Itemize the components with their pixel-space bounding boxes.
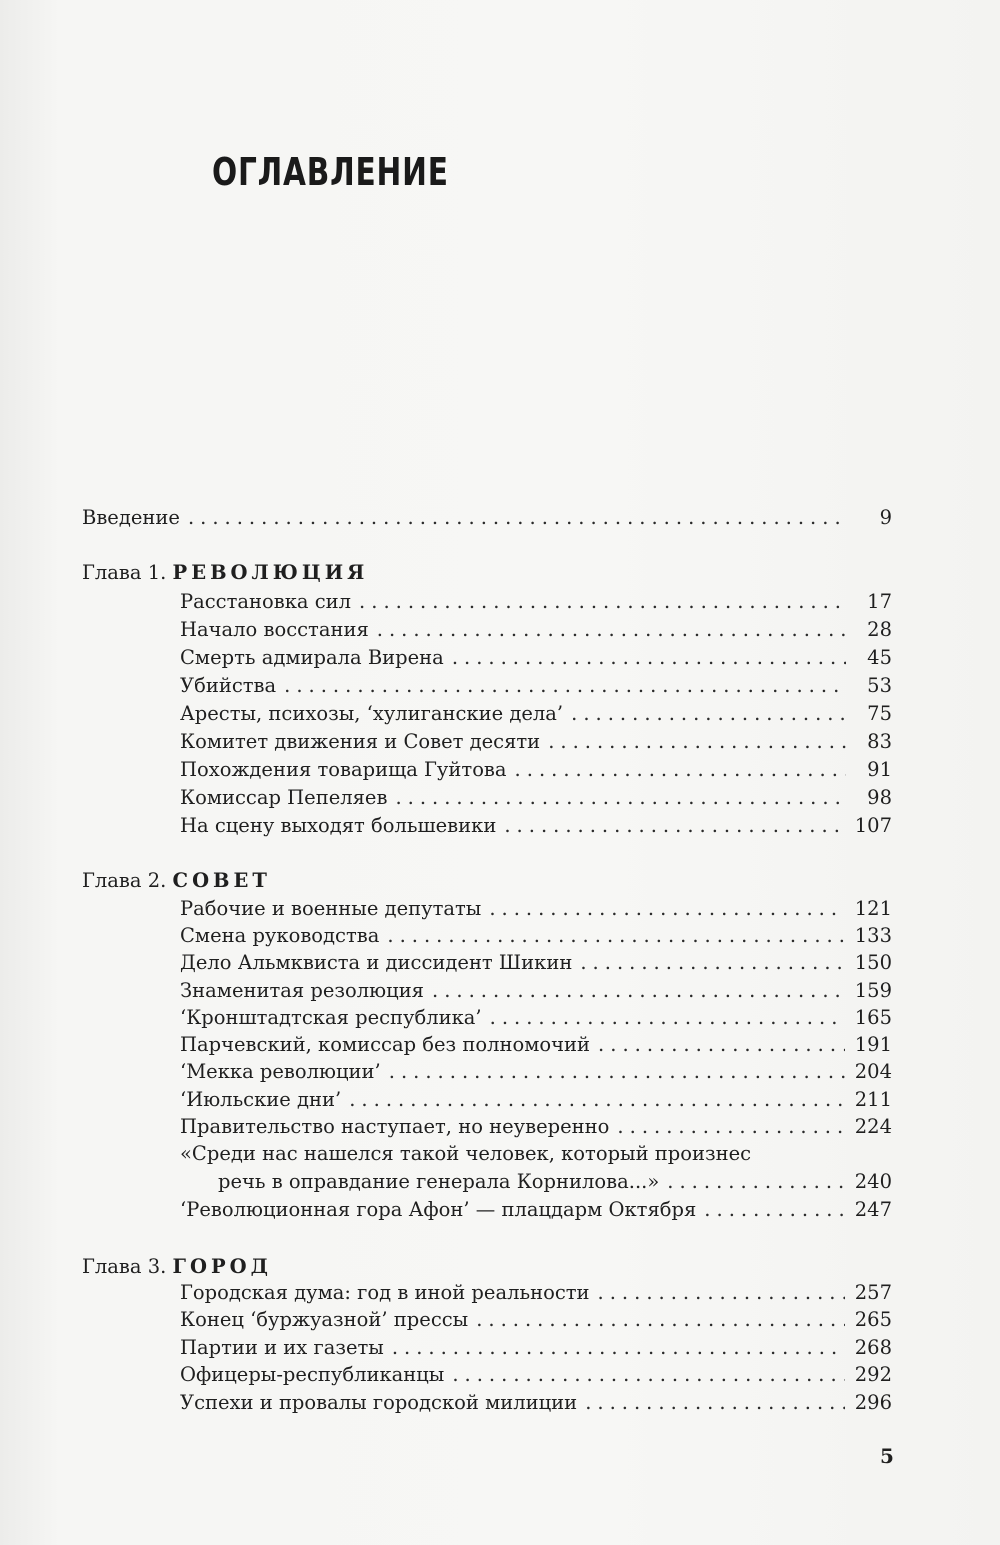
toc-page-number: 75 (867, 702, 892, 725)
dot-leader (359, 588, 846, 616)
toc-entry[interactable] (180, 1196, 892, 1224)
toc-entry-label-line1[interactable]: «Среди нас нашелся такой человек, который произнес (180, 1142, 752, 1165)
toc-page-number: 191 (854, 1033, 892, 1056)
dot-leader (571, 700, 846, 728)
toc-entry[interactable] (180, 812, 892, 840)
toc-entry-label: Успехи и провалы городской милиции (180, 1391, 578, 1414)
toc-entry[interactable] (180, 1389, 892, 1417)
toc-entry[interactable] (180, 1279, 892, 1307)
toc-page-number: 28 (867, 618, 892, 641)
toc-entry-label: Офицеры-республиканцы (180, 1363, 445, 1386)
toc-page-number: 265 (854, 1308, 892, 1331)
toc-entry-label: Рабочие и военные депутаты (180, 897, 482, 920)
dot-leader (389, 1058, 845, 1086)
chapter-name: СОВЕТ (172, 869, 271, 892)
toc-entry-label: Конец ‘буржуазной’ прессы (180, 1308, 469, 1331)
toc-entry-label: речь в оправдание генерала Корнилова...» (218, 1170, 660, 1193)
toc-entry-label: Городская дума: год в иной реальности (180, 1281, 590, 1304)
dot-leader (580, 949, 844, 977)
toc-entry-label: Дело Альмквиста и диссидент Шикин (180, 951, 573, 974)
dot-leader (387, 922, 844, 950)
toc-entry-label: ‘Мекка революции’ (180, 1060, 381, 1083)
toc-entry-label: ‘Революционная гора Афон’ — плацдарм Октября (180, 1198, 697, 1221)
dot-leader (395, 784, 846, 812)
toc-entry[interactable] (180, 700, 892, 728)
toc-entry[interactable] (180, 1031, 892, 1059)
toc-entry[interactable] (180, 728, 892, 756)
dot-leader (585, 1389, 845, 1417)
dot-leader (504, 812, 844, 840)
chapter-prefix: Глава 1. (82, 561, 167, 584)
dot-leader (598, 1279, 845, 1307)
toc-entry[interactable] (180, 895, 892, 923)
dot-leader (284, 672, 846, 700)
toc-entry-label: Начало восстания (180, 618, 369, 641)
toc-entry[interactable] (180, 922, 892, 950)
toc-page-number: 17 (867, 590, 892, 613)
dot-leader (515, 756, 846, 784)
toc-entry[interactable] (180, 1086, 892, 1114)
dot-leader (432, 977, 845, 1005)
toc-page-number: 247 (854, 1198, 892, 1221)
toc-page-number: 91 (867, 758, 892, 781)
toc-page-number: 257 (854, 1281, 892, 1304)
toc-entry-label: Введение (82, 506, 180, 529)
toc-entry-label: Аресты, психозы, ‘хулиганские дела’ (180, 702, 564, 725)
toc-entry[interactable] (218, 1168, 892, 1196)
chapter-prefix: Глава 2. (82, 869, 167, 892)
toc-page-number: 45 (867, 646, 892, 669)
toc-page-number: 204 (854, 1060, 892, 1083)
dot-leader (667, 1168, 844, 1196)
toc-page-number: 268 (854, 1336, 892, 1359)
toc-entry-label: Похождения товарища Гуйтова (180, 758, 507, 781)
toc-page-number: 9 (879, 506, 892, 529)
dot-leader (476, 1306, 845, 1334)
toc-entry-intro[interactable] (82, 504, 892, 532)
toc-page-number: 296 (854, 1391, 892, 1414)
toc-page-number: 98 (867, 786, 892, 809)
toc-page-number: 165 (854, 1006, 892, 1029)
toc-entry[interactable] (180, 616, 892, 644)
toc-entry-label: Комитет движения и Совет десяти (180, 730, 541, 753)
chapter-name: ГОРОД (172, 1255, 272, 1278)
toc-entry-label: Правительство наступает, но неуверенно (180, 1115, 610, 1138)
toc-entry[interactable] (180, 756, 892, 784)
toc-page-number: 159 (854, 979, 892, 1002)
toc-entry[interactable] (180, 1334, 892, 1362)
toc-page-number: 53 (867, 674, 892, 697)
page-title: ОГЛАВЛЕНИЕ (212, 150, 449, 194)
chapter-prefix: Глава 3. (82, 1255, 167, 1278)
toc-page-number: 240 (854, 1170, 892, 1193)
dot-leader (188, 504, 846, 532)
toc-page-number: 107 (854, 814, 892, 837)
toc-entry-label: Расстановка сил (180, 590, 352, 613)
toc-entry[interactable] (180, 949, 892, 977)
dot-leader (452, 1361, 844, 1389)
toc-entry-label: На сцену выходят большевики (180, 814, 497, 837)
dot-leader (490, 1004, 845, 1032)
dot-leader (548, 728, 846, 756)
toc-entry-label: ‘Июльские дни’ (180, 1088, 342, 1111)
toc-entry[interactable] (180, 1306, 892, 1334)
chapter-heading-3[interactable] (82, 1253, 272, 1281)
toc-page-number: 211 (854, 1088, 892, 1111)
toc-entry[interactable] (180, 1058, 892, 1086)
toc-entry-label: Смена руководства (180, 924, 380, 947)
toc-entry-label: Смерть адмирала Вирена (180, 646, 444, 669)
toc-page-number: 224 (854, 1115, 892, 1138)
toc-page-number: 83 (867, 730, 892, 753)
toc-entry-label: Партии и их газеты (180, 1336, 384, 1359)
dot-leader (349, 1086, 845, 1114)
toc-entry[interactable] (180, 588, 892, 616)
dot-leader (704, 1196, 844, 1224)
toc-page-number: 121 (854, 897, 892, 920)
toc-entry-label: Убийства (180, 674, 277, 697)
toc-entry[interactable] (180, 784, 892, 812)
toc-entry[interactable] (180, 644, 892, 672)
toc-page-number: 133 (854, 924, 892, 947)
dot-leader (617, 1113, 844, 1141)
page-folio-number: 5 (880, 1444, 894, 1468)
dot-leader (392, 1334, 845, 1362)
chapter-heading-1[interactable] (82, 559, 368, 587)
chapter-name: РЕВОЛЮЦИЯ (172, 561, 369, 584)
toc-entry[interactable] (180, 1004, 892, 1032)
toc-entry[interactable] (180, 1361, 892, 1389)
toc-entry[interactable] (180, 977, 892, 1005)
dot-leader (452, 644, 846, 672)
toc-page-number: 150 (854, 951, 892, 974)
toc-page-number: 292 (854, 1363, 892, 1386)
dot-leader (598, 1031, 845, 1059)
toc-entry-label: Парчевский, комиссар без полномочий (180, 1033, 591, 1056)
dot-leader (377, 616, 846, 644)
toc-entry-label: Знаменитая резолюция (180, 979, 424, 1002)
dot-leader (489, 895, 844, 923)
chapter-heading-2[interactable] (82, 867, 271, 895)
toc-entry[interactable] (180, 1113, 892, 1141)
toc-entry[interactable] (180, 672, 892, 700)
toc-entry-label: Комиссар Пепеляев (180, 786, 388, 809)
toc-entry-label: ‘Кронштадтская республика’ (180, 1006, 482, 1029)
